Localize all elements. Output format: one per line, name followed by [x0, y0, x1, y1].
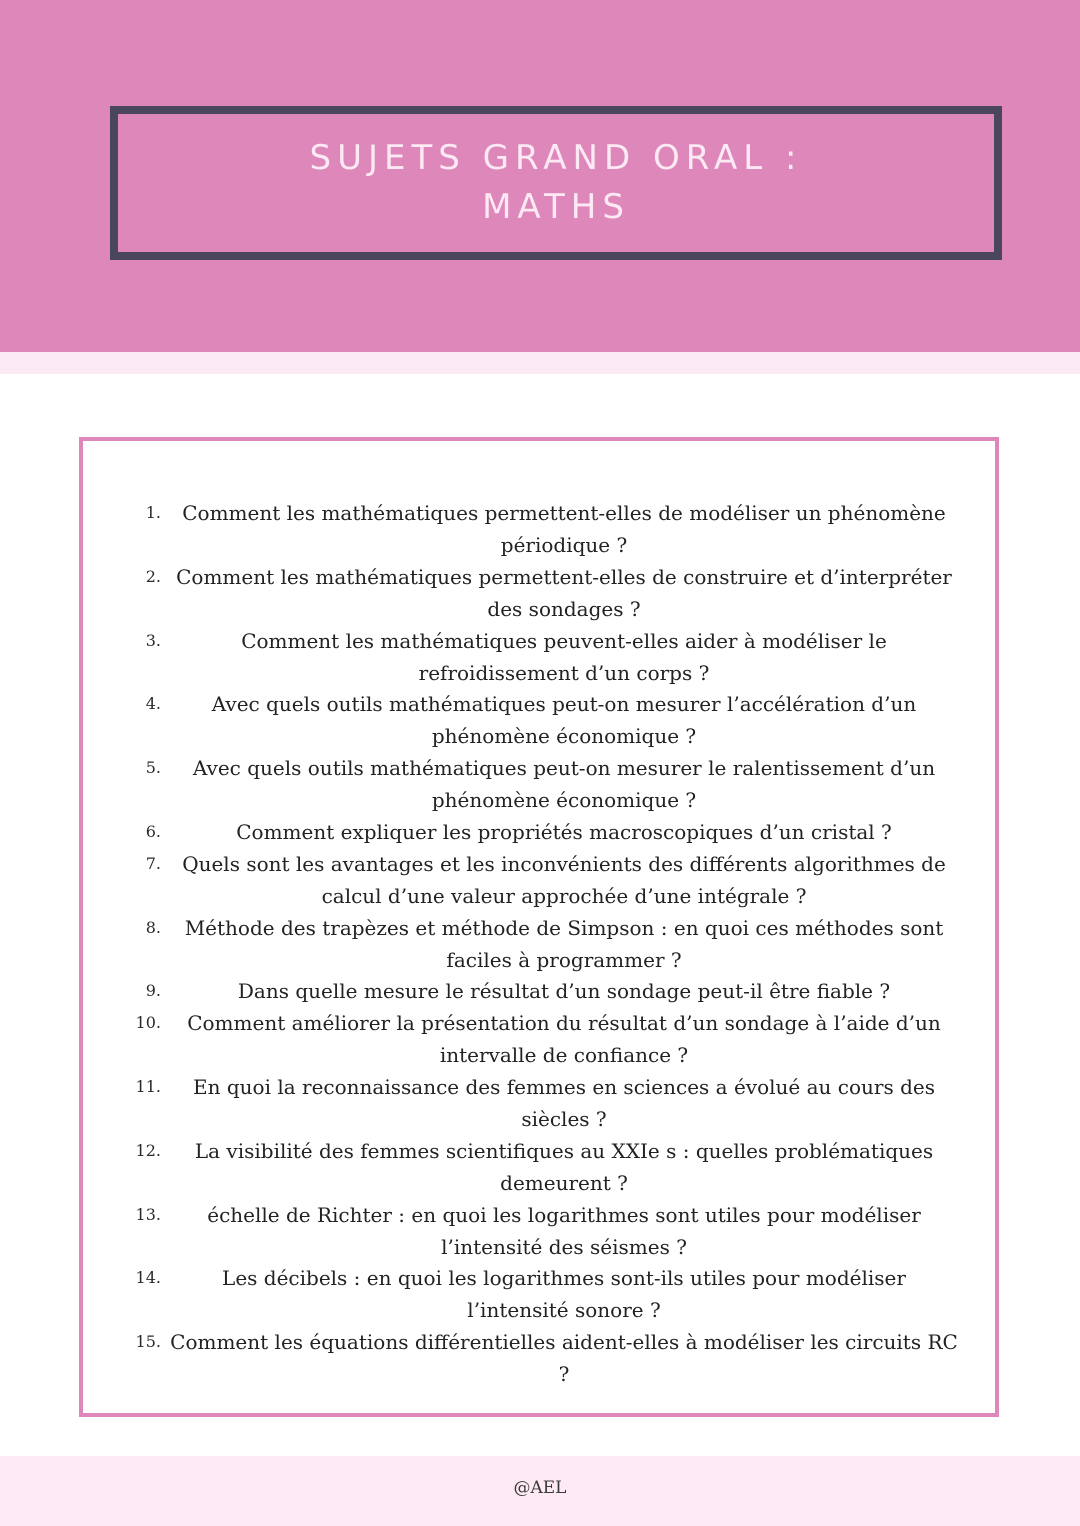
topic-item [83, 1199, 995, 1263]
topic-text: Avec quels outils mathématiques peut-on mesurer l’accélération d’un phénomène économique ? [211, 692, 917, 749]
topic-number: 3. [145, 630, 161, 650]
topic-text: Comment les équations différentielles aident-elles à modéliser les circuits RC ? [170, 1330, 958, 1387]
topic-number: 1. [145, 503, 161, 522]
topic-text: Les décibels : en quoi les logarithmes sont-ils utiles pour modéliser l’intensité sonore ? [222, 1266, 906, 1323]
topic-text: En quoi la reconnaissance des femmes en sciences a évolué au cours des siècles ? [193, 1074, 935, 1131]
topic-number: 14. [135, 1268, 161, 1288]
topic-number: 8. [145, 917, 161, 937]
topic-number: 9. [145, 981, 161, 1001]
topic-item [83, 1135, 995, 1199]
topic-number: 12. [135, 1140, 161, 1160]
topic-item [83, 561, 995, 625]
footer-credit: @AEL [513, 1478, 567, 1498]
topic-text: Dans quelle mesure le résultat d’un sondage peut-il être fiable ? [237, 979, 891, 1004]
topic-item [83, 816, 995, 848]
topic-item [83, 625, 995, 689]
topic-item [83, 848, 995, 912]
topic-number: 7. [145, 853, 161, 873]
topic-number: 15. [135, 1332, 161, 1352]
topic-item [83, 1262, 995, 1326]
topic-item [83, 688, 995, 752]
topic-text: Méthode des trapèzes et méthode de Simpson : en quoi ces méthodes sont faciles à programmer ? [184, 915, 944, 972]
topic-text: Comment les mathématiques peuvent-elles aider à modéliser le refroidissement d’un corps ? [241, 628, 887, 685]
topic-item [83, 1326, 995, 1390]
topic-text: Comment les mathématiques permettent-elles de construire et d’interpréter des sondages ? [176, 564, 952, 621]
title-box [110, 106, 1002, 260]
topic-number: 10. [135, 1013, 161, 1033]
topic-item [83, 912, 995, 976]
topics-box [79, 437, 999, 1417]
topic-number: 4. [145, 694, 161, 714]
topic-number: 11. [135, 1076, 161, 1096]
topic-text: Comment expliquer les propriétés macroscopiques d’un cristal ? [236, 819, 892, 844]
topic-number: 6. [145, 821, 161, 841]
topic-text: Quels sont les avantages et les inconvénients des différents algorithmes de calcul d’une valeur approchée d’une intégrale ? [182, 851, 946, 908]
topic-text: Avec quels outils mathématiques peut-on mesurer le ralentissement d’un phénomène économique ? [192, 756, 936, 813]
topic-item [83, 975, 995, 1007]
topic-item [83, 1007, 995, 1071]
topic-text: Comment les mathématiques permettent-elles de modéliser un phénomène périodique ? [182, 501, 946, 557]
topic-text: La visibilité des femmes scientifiques au XXIe s : quelles problématiques demeurent ? [194, 1138, 934, 1195]
topic-text: échelle de Richter : en quoi les logarithmes sont utiles pour modéliser l’intensité des séismes ? [207, 1202, 921, 1259]
topic-number: 2. [145, 566, 161, 586]
page-title-line-2: MATHS [482, 187, 630, 227]
topic-item [83, 752, 995, 816]
topic-text: Comment améliorer la présentation du résultat d’un sondage à l’aide d’un intervalle de confiance ? [187, 1011, 941, 1068]
header-strip [0, 352, 1080, 374]
topic-item [83, 1071, 995, 1135]
page-title-line-1: SUJETS GRAND ORAL : [309, 138, 803, 178]
topics-list [83, 497, 995, 1390]
topic-number: 5. [145, 758, 161, 778]
topic-item [83, 497, 995, 561]
topic-number: 13. [135, 1204, 161, 1224]
